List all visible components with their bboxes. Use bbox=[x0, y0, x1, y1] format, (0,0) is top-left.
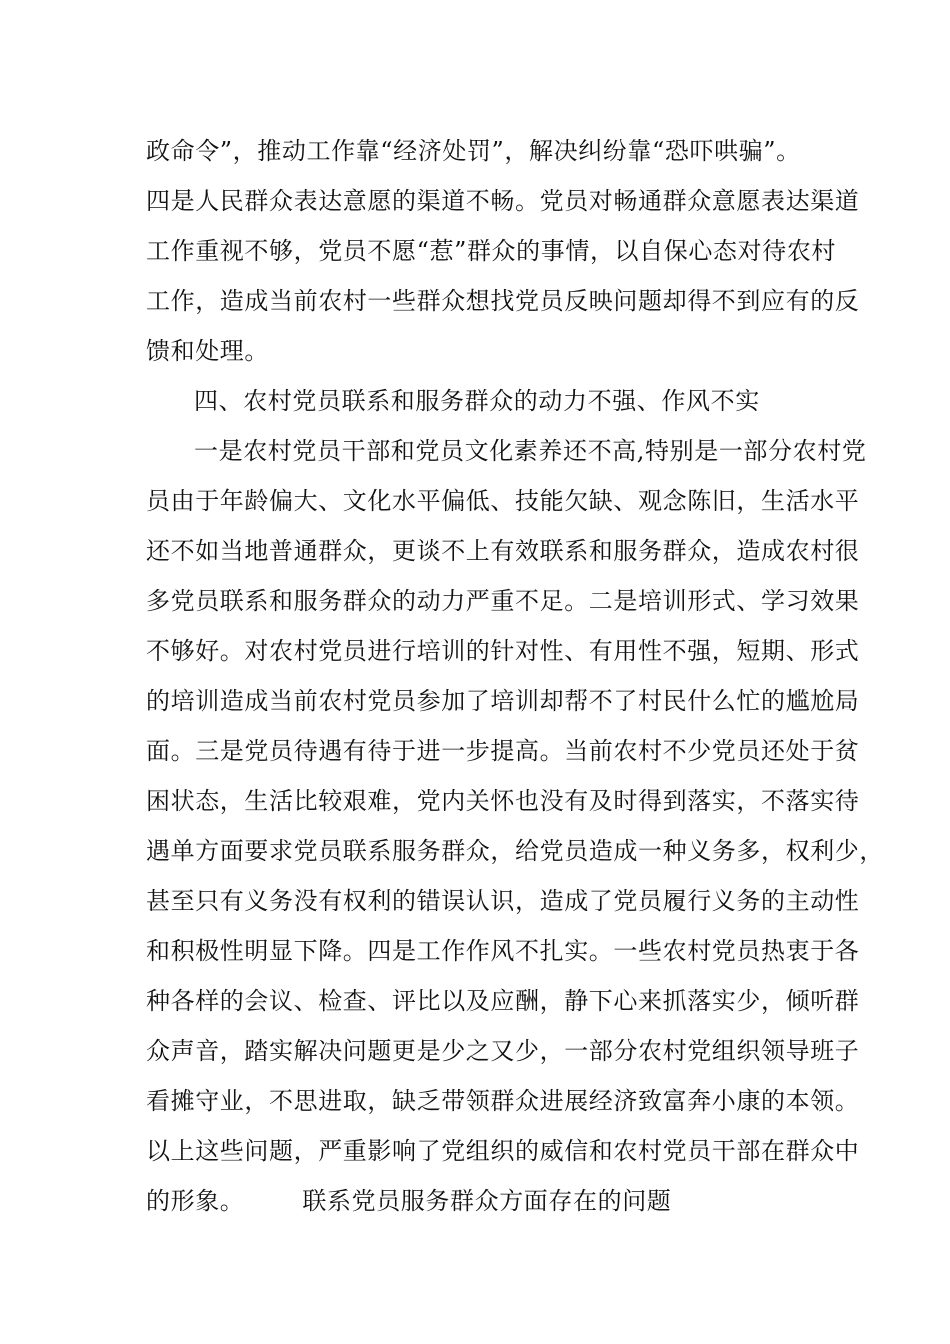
paragraph-line: 种各样的会议、检查、评比以及应酬，静下心来抓落实少，倾听群 bbox=[146, 987, 860, 1015]
paragraph-line: 的培训造成当前农村党员参加了培训却帮不了村民什么忙的尴尬局 bbox=[146, 687, 860, 715]
body-text bbox=[146, 126, 884, 1226]
paragraph-line: 遇单方面要求党员联系服务群众，给党员造成一种义务多，权利少， bbox=[146, 837, 884, 865]
paragraph-line: 以上这些问题，严重影响了党组织的威信和农村党员干部在群众中 bbox=[146, 1137, 860, 1165]
paragraph-line: 四是人民群众表达意愿的渠道不畅。党员对畅通群众意愿表达渠道 bbox=[146, 187, 860, 215]
paragraph-line: 工作重视不够，党员不愿“惹”群众的事情，以自保心态对待农村 bbox=[146, 237, 836, 265]
paragraph-line: 不够好。对农村党员进行培训的针对性、有用性不强，短期、形式 bbox=[146, 637, 860, 665]
paragraph-line: 馈和处理。 bbox=[146, 337, 269, 365]
section-heading: 四、农村党员联系和服务群众的动力不强、作风不实 bbox=[194, 387, 760, 415]
paragraph-line: 困状态，生活比较艰难，党内关怀也没有及时得到落实，不落实待 bbox=[146, 787, 860, 815]
paragraph-line: 一是农村党员干部和党员文化素养还不高,特别是一部分农村党 bbox=[194, 437, 867, 465]
paragraph-line: 工作，造成当前农村一些群众想找党员反映问题却得不到应有的反 bbox=[146, 287, 860, 315]
paragraph-end-text: 的形象。 bbox=[146, 1187, 245, 1215]
paragraph-line-last bbox=[146, 1176, 826, 1226]
paragraph-line: 甚至只有义务没有权利的错误认识，造成了党员履行义务的主动性 bbox=[146, 887, 860, 915]
paragraph-line: 员由于年龄偏大、文化水平偏低、技能欠缺、观念陈旧，生活水平 bbox=[146, 487, 860, 515]
paragraph-line: 多党员联系和服务群众的动力严重不足。二是培训形式、学习效果 bbox=[146, 587, 860, 615]
trailing-title: 联系党员服务群众方面存在的问题 bbox=[302, 1187, 672, 1215]
paragraph-line: 看摊守业，不思进取，缺乏带领群众进展经济致富奔小康的本领。 bbox=[146, 1087, 860, 1115]
paragraph-line: 和积极性明显下降。四是工作作风不扎实。一些农村党员热衷于各 bbox=[146, 937, 860, 965]
paragraph-line: 还不如当地普通群众，更谈不上有效联系和服务群众，造成农村很 bbox=[146, 537, 860, 565]
paragraph-line: 政命令”，推动工作靠“经济处罚”，解决纠纷靠“恐吓哄骗”。 bbox=[146, 137, 801, 165]
paragraph-line: 面。三是党员待遇有待于进一步提高。当前农村不少党员还处于贫 bbox=[146, 737, 860, 765]
paragraph-line: 众声音，踏实解决问题更是少之又少，一部分农村党组织领导班子 bbox=[146, 1037, 860, 1065]
